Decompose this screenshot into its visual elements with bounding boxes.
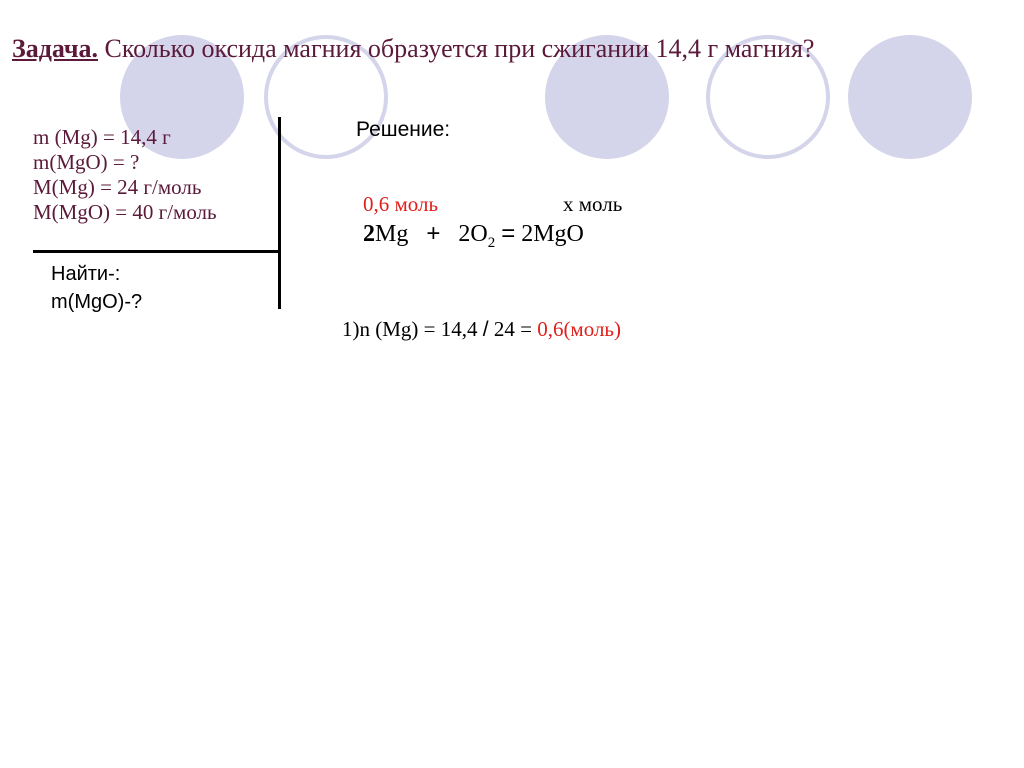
- step-result: 0,6(моль): [537, 317, 621, 341]
- step-middle: 24 =: [488, 317, 538, 341]
- find-block: [51, 260, 142, 316]
- given-item: m(MgO) = ?: [33, 150, 140, 174]
- task-question: Сколько оксида магния образуется при сжигании 14,4 г магния?: [98, 34, 815, 63]
- mgo-formula: 2MgO: [521, 221, 584, 247]
- reaction-equation: [363, 220, 584, 252]
- equals-sign: =: [501, 220, 516, 247]
- given-item: m (Mg) = 14,4 г: [33, 125, 171, 149]
- step-prefix: 1)n (Mg) = 14,4: [342, 317, 483, 341]
- mg-coefficient: 2: [363, 221, 375, 247]
- mg-moles-annotation: 0,6 моль: [363, 192, 439, 216]
- given-list: [33, 125, 217, 225]
- oxygen-formula: 2O: [458, 221, 488, 247]
- decor-circle-3: [848, 35, 972, 159]
- given-item: M(MgO) = 40 г/моль: [33, 200, 217, 224]
- task-title: [12, 34, 814, 64]
- mgo-moles-annotation: x моль: [563, 192, 623, 216]
- given-vertical-divider: [278, 117, 281, 309]
- calc-step-1: [342, 317, 621, 342]
- mg-formula: Mg: [375, 221, 409, 247]
- division-sign: /: [482, 318, 489, 341]
- given-item: M(Mg) = 24 г/моль: [33, 175, 202, 199]
- task-label: Задача.: [12, 34, 98, 63]
- find-label: Найти-:: [51, 263, 121, 285]
- find-value: m(MgO)-?: [51, 291, 143, 313]
- solution-title: Решение:: [356, 118, 451, 141]
- oxygen-subscript: 2: [487, 234, 496, 251]
- plus-sign: +: [426, 220, 441, 247]
- given-horizontal-divider: [33, 250, 280, 253]
